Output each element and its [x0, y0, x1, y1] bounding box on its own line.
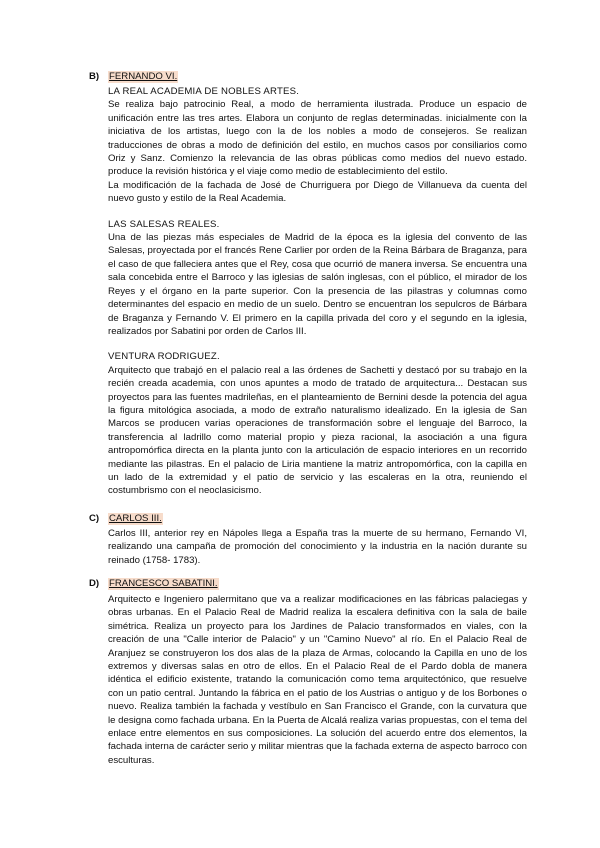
sabatini-paragraph: Arquitecto e Ingeniero palermitano que va a realizar modificaciones en las fábricas palaciegas y obras urbanas. En el Palacio Real de Madrid realiza la escalera definitiva con la sala de baile simétrica. Realiza un proyecto para los Jardines de Palacio transformados en viales, con la creación de una "Calle interior de Palacio" y un "Camino Nuevo" al río. En el Palacio Real de Aranjuez se construyeron los dos alas de la plaza de Armas, colocando la Capilla en uno de los extremos y diversas salas en otro de ellos. En el Palacio Real de el Pardo dobla de manera idéntica el edificio existente, tratando la comunicación como tema arquitectónico, que resuelve con un patio central. Juntando la fábrica en el patio de los Austrias o antiguo y de los Borbones o nuevo. Realiza también la fachada y vestíbulo en San Francisco el Grande, con la curvatura que le designa como fachada urbana. En la Puerta de Alcalá realiza varias propuestas, con el tema del enlace entre elementos en sus composiciones. La solución del acuerdo entre dos elementos, la fachada interna de carácter serio y militar mientras que la fachada externa de aspecto barroco con esculturas.: [108, 594, 527, 766]
section-b-title: FERNANDO VI.: [109, 71, 178, 82]
section-b-body: [108, 85, 527, 498]
section-d-letter: D): [89, 578, 100, 589]
academia-heading: LA REAL ACADEMIA DE NOBLES ARTES.: [108, 86, 300, 97]
ventura-paragraph: Arquitecto que trabajó en el palacio real a las órdenes de Sachetti y destacó por su trabajo en la recién creada academia, con unos apuntes a modo de tratado de arquitectura... Destacan sus proyectos para las fuentes madrileñas, en el planteamiento de Bernini desde la potencia del agua la figura mitológica asociada, a modo de extraño naturalismo idealizado. En la iglesia de San Marcos se producen varias operaciones de transformación sobre el lenguaje del Barroco, la transferencia al ladrillo como material propio y pieza racional, la asociación a una figura antropomórfica directa en la planta junto con la articulación de espacio interiores en un recorrido mediante las pilastras. En el palacio de Liria mantiene la matriz antropomórfica, con la capilla en un lado de la extremidad y el patio de servicio y las escaleras en la otra, reuniendo el costumbrismo con el neoclasicismo.: [108, 364, 527, 497]
section-c: [89, 513, 527, 567]
academia-paragraph-2: La modificación de la fachada de José de Churriguera por Diego de Villanueva da cuenta del nuevo gusto y estilo de la Real Academia.: [108, 179, 527, 205]
ventura-heading: VENTURA RODRIGUEZ.: [108, 351, 220, 363]
salesas-heading: LAS SALESAS REALES.: [108, 218, 220, 230]
academia-paragraph-1: Se realiza bajo patrocinio Real, a modo de herramienta ilustrada. Produce un espacio de unificación entre las tres artes. Elabora un conjunto de reglas determinadas. inicialmente con la iniciativa de los artistas, luego con la de los nobles a modo de consejeros. Se realizan traducciones de obras a modo de definición del estilo, en muchos casos por consiliarios como Oriz y Sanz. Comienzo la relevancia de las obras públicas como medios del nuevo estado. produce la revisión histórica y el viaje como medio de establecimiento del estilo.: [108, 99, 527, 178]
section-b: [89, 71, 527, 498]
section-d-header: [89, 578, 527, 590]
section-d-body: [108, 593, 527, 767]
section-b-header: [89, 71, 527, 83]
section-d-title: FRANCESCO SABATINI.: [109, 578, 218, 589]
salesas-paragraph: Una de las piezas más especiales de Madrid de la época es la iglesia del convento de las Salesas, proyectada por el francés Rene Carlier por orden de la Reina Bárbara de Braganza, para el caso de que falleciera antes que el Rey, cosa que ocurrió de manera inversa. Se encuentra una sala concebida entre el Barroco y las iglesias de salón inglesas, con el público, el mirador de los Reyes y el órgano en la parte superior. Con la presencia de las pilastras y columnas como determinantes del espacio en medio de un suelo. Dentro se encuentran los sepulcros de Bárbara de Braganza y Fernando V. El primero en la capilla privada del coro y el segundo en la iglesia, realizados por Sabatini por orden de Carlos III.: [108, 232, 527, 337]
section-c-body: [108, 527, 527, 567]
section-c-title: CARLOS III.: [109, 513, 162, 524]
section-c-letter: C): [89, 513, 100, 524]
section-c-header: [89, 513, 527, 525]
section-d: [89, 578, 527, 767]
section-b-letter: B): [89, 71, 100, 82]
carlos-paragraph: Carlos III, anterior rey en Nápoles llega a España tras la muerte de su hermano, Fernando VI, realizando una campaña de promoción del conocimiento y la industria en la nación durante su reinado (1758- 1783).: [108, 528, 527, 566]
